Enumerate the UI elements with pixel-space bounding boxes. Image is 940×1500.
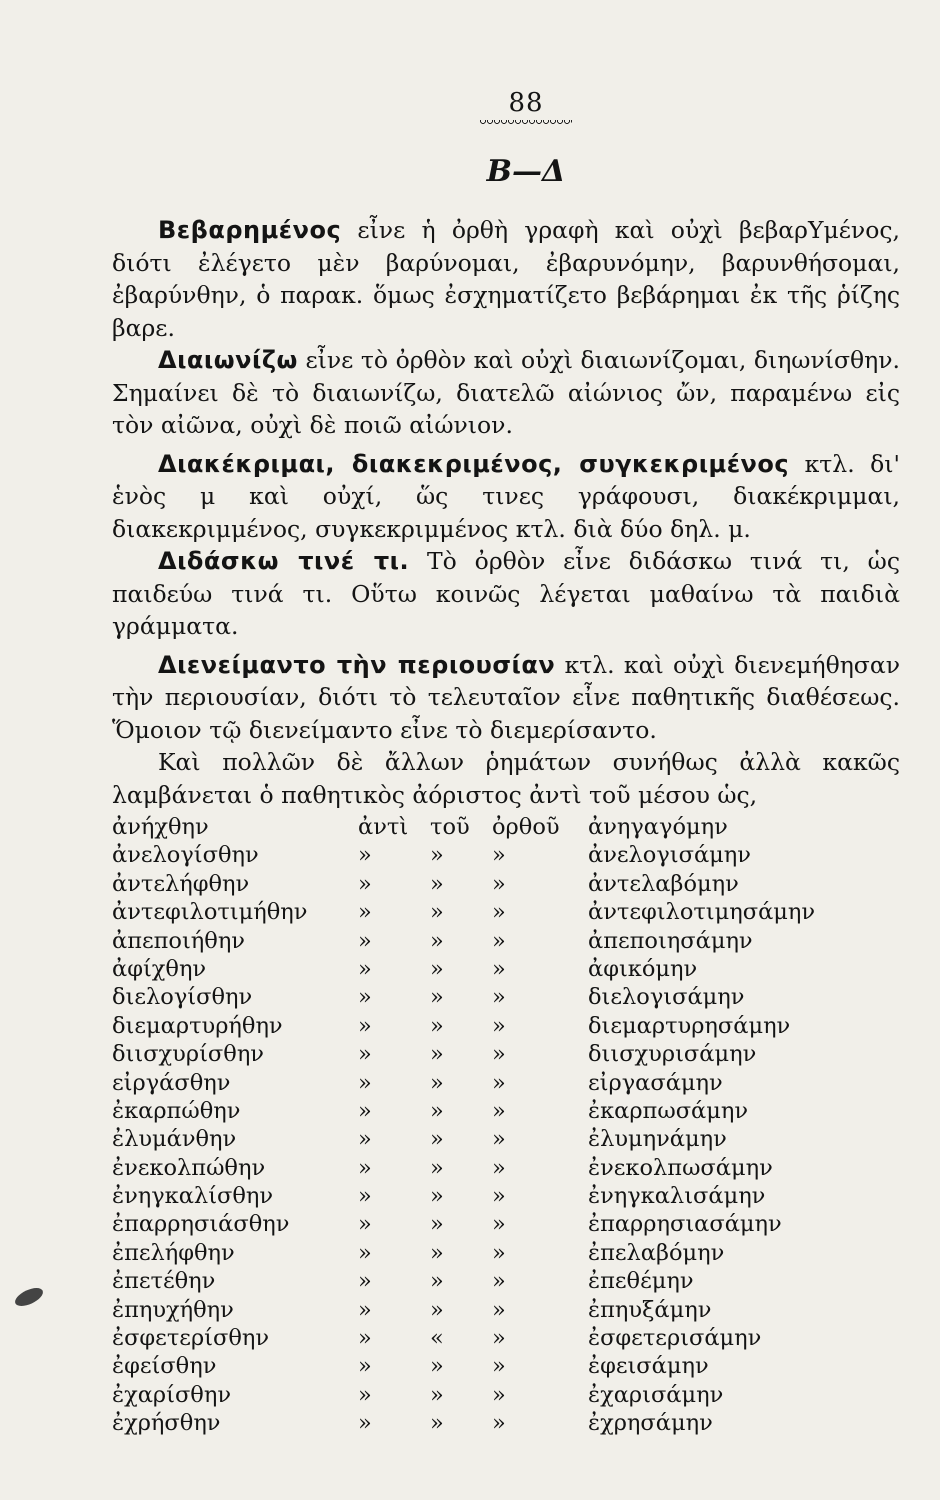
table-row xyxy=(112,927,900,955)
table-cell: ἐχαρίσθην xyxy=(112,1381,232,1408)
table-cell: » xyxy=(430,1183,444,1210)
entry-didasko xyxy=(112,545,900,643)
table-cell: » xyxy=(492,1268,506,1295)
table-cell: διελογίσθην xyxy=(112,984,253,1011)
table-cell: » xyxy=(492,1239,506,1266)
table-cell: » xyxy=(430,1211,444,1238)
table-row xyxy=(112,1097,900,1125)
table-cell: » xyxy=(358,1097,372,1124)
table-cell: ἀνελογισάμην xyxy=(588,842,751,869)
table-row xyxy=(112,1324,900,1352)
table-cell: » xyxy=(358,1410,372,1437)
table-cell: ἀνελογίσθην xyxy=(112,842,259,869)
table-cell: » xyxy=(358,1353,372,1380)
table-cell: » xyxy=(492,1041,506,1068)
table-row xyxy=(112,1352,900,1380)
table-cell: » xyxy=(492,842,506,869)
table-cell: εἰργάσθην xyxy=(112,1069,231,1096)
entry-text: κτλ. δι' ἑνὸς μ καὶ οὐχί, ὥς τινες γράφουσι, διακέκριμμαι, διακεκριμμένος, συγκεκριμμένος κτλ. διὰ δύο δηλ. μ. xyxy=(112,449,900,543)
table-cell: » xyxy=(358,1154,372,1181)
table-cell: » xyxy=(358,927,372,954)
page-number-ornament xyxy=(480,120,572,126)
table-cell: ἀντὶ xyxy=(358,814,409,840)
table-cell: » xyxy=(430,1154,444,1181)
table-cell: » xyxy=(492,1325,506,1352)
section-title: Β—Δ xyxy=(486,154,566,189)
table-cell: διισχυρισάμην xyxy=(588,1041,757,1068)
table-row xyxy=(112,1210,900,1238)
table-cell: εἰργασάμην xyxy=(588,1069,723,1096)
table-row xyxy=(112,898,900,926)
table-cell: » xyxy=(492,1211,506,1238)
table-cell: » xyxy=(358,1325,372,1352)
table-row xyxy=(112,1125,900,1153)
table-cell: ἐχρησάμην xyxy=(588,1410,713,1437)
table-cell: » xyxy=(492,1097,506,1124)
table-row xyxy=(112,1409,900,1437)
table-cell: ἐχαρισάμην xyxy=(588,1381,724,1408)
table-cell: ἐπηυχήθην xyxy=(112,1296,234,1323)
table-cell: » xyxy=(430,955,444,982)
entry-text: εἶνε τὸ ὀρθὸν καὶ οὐχὶ διαιωνίζομαι, διηωνίσθην. Σημαίνει δὲ τὸ διαιωνίζω, διατελῶ αἰώνιος ὤν, παραμένω εἰς τὸν αἰῶνα, οὐχὶ δὲ ποιῶ αἰώνιον. xyxy=(112,346,900,439)
entry-diaionizo xyxy=(112,344,900,442)
table-cell: ἐπηυξάμην xyxy=(588,1296,712,1323)
table-row xyxy=(112,955,900,983)
table-cell: ἀντελήφθην xyxy=(112,870,250,897)
table-cell: ἀντεφιλοτιμήθην xyxy=(112,899,308,926)
entry-bebaremenos xyxy=(112,214,900,344)
table-cell: » xyxy=(358,870,372,897)
table-cell: » xyxy=(430,842,444,869)
entry-dieneimanto xyxy=(112,649,900,747)
table-cell: » xyxy=(430,1097,444,1124)
table-cell: » xyxy=(492,870,506,897)
table-cell: » xyxy=(358,1069,372,1096)
table-cell: ἐπετέθην xyxy=(112,1268,216,1295)
table-cell: » xyxy=(358,899,372,926)
intro-paragraph: Καὶ πολλῶν δὲ ἄλλων ῥημάτων συνήθως ἀλλὰ κακῶς λαμβάνεται ὁ παθητικὸς ἀόριστος ἀντὶ τοῦ μέσου ὡς, xyxy=(112,748,900,809)
table-cell: » xyxy=(358,1296,372,1323)
table-cell: ἀπεποιησάμην xyxy=(588,927,753,954)
table-cell: » xyxy=(358,1041,372,1068)
table-row xyxy=(112,1154,900,1182)
table-cell: ἀφικόμην xyxy=(588,955,698,982)
table-cell: » xyxy=(430,1296,444,1323)
entries xyxy=(112,214,900,811)
table-cell: » xyxy=(430,1410,444,1437)
table-cell: ἐφείσθην xyxy=(112,1353,217,1380)
table-cell: ἐσφετερισάμην xyxy=(588,1325,762,1352)
table-cell: » xyxy=(358,1211,372,1238)
table-cell: διεμαρτυρήθην xyxy=(112,1012,283,1039)
table-cell: » xyxy=(492,955,506,982)
table-cell: ἐπαρρησιασάμην xyxy=(588,1211,782,1238)
table-cell: ἐνηγκαλισάμην xyxy=(588,1183,766,1210)
table-cell: ἐκαρπώθην xyxy=(112,1097,241,1124)
table-row xyxy=(112,841,900,869)
table-cell: » xyxy=(492,1012,506,1039)
table-row xyxy=(112,1012,900,1040)
table-cell: ἐκαρπωσάμην xyxy=(588,1097,749,1124)
table-cell: » xyxy=(358,842,372,869)
table-cell: ἐλυμάνθην xyxy=(112,1126,237,1153)
table-header-row xyxy=(112,813,900,841)
table-cell: ἐφεισάμην xyxy=(588,1353,709,1380)
entry-text: εἶνε ἡ ὀρθὴ γραφὴ καὶ οὐχὶ βεβαρΥμένος, διότι ἐλέγετο μὲν βαρύνομαι, ἐβαρυνόμην, βαρυνθήσομαι, ἐβαρύνθην, ὁ παρακ. ὅμως ἐσχηματίζετο βεβάρημαι ἐκ τῆς ῥίζης βαρε. xyxy=(112,216,900,342)
table-cell: ἀπεποιήθην xyxy=(112,927,245,954)
table-cell: » xyxy=(492,1183,506,1210)
table-cell: ἐνεκολπώθην xyxy=(112,1154,266,1181)
table-cell: » xyxy=(492,927,506,954)
table-cell: ὀρθοῦ xyxy=(492,814,560,840)
table-cell: » xyxy=(492,899,506,926)
table-cell: ἐπεθέμην xyxy=(588,1268,694,1295)
table-row xyxy=(112,870,900,898)
entry-headword: Διδάσκω τινέ τι. xyxy=(158,547,410,575)
table-cell: » xyxy=(358,1381,372,1408)
table-cell: ἐχρήσθην xyxy=(112,1410,221,1437)
table-cell: » xyxy=(430,870,444,897)
table-cell: ἀντελαβόμην xyxy=(588,870,739,897)
table-cell: » xyxy=(358,1239,372,1266)
entry-text: Τὸ ὀρθὸν εἶνε διδάσκω τινά τι, ὡς παιδεύω τινά τι. Οὕτω κοινῶς λέγεται μαθαίνω τὰ παιδιὰ γράμματα. xyxy=(112,547,900,640)
table-cell: » xyxy=(430,927,444,954)
table-row xyxy=(112,1069,900,1097)
entry-text: κτλ. καὶ οὐχὶ διενεμήθησαν τὴν περιουσίαν, διότι τὸ τελευταῖον εἶνε παθητικῆς διαθέσεως. Ὅμοιον τῷ διενείμαντο εἶνε τὸ διεμερίσαντο. xyxy=(112,650,900,744)
table-cell: » xyxy=(492,1381,506,1408)
table-cell: » xyxy=(492,1069,506,1096)
table-cell: » xyxy=(430,1041,444,1068)
table-cell: » xyxy=(430,1353,444,1380)
table-cell: διισχυρίσθην xyxy=(112,1041,264,1068)
table-cell: διεμαρτυρησάμην xyxy=(588,1012,791,1039)
table-cell: » xyxy=(430,899,444,926)
table-row xyxy=(112,1040,900,1068)
table-row xyxy=(112,983,900,1011)
table-cell: ἐπελήφθην xyxy=(112,1239,235,1266)
table-cell: » xyxy=(358,1183,372,1210)
table-cell: ἐπαρρησιάσθην xyxy=(112,1211,290,1238)
table-cell: « xyxy=(430,1325,444,1352)
table-row xyxy=(112,1182,900,1210)
table-cell: » xyxy=(430,1239,444,1266)
entry-headword: Διακέκριμαι, διακεκριμένος, συγκεκριμένος xyxy=(158,449,790,478)
table-row xyxy=(112,1239,900,1267)
table-row xyxy=(112,1381,900,1409)
table-cell: ἀνηγαγόμην xyxy=(588,814,728,840)
table-cell: ἐλυμηνάμην xyxy=(588,1126,727,1153)
table-cell: » xyxy=(430,984,444,1011)
table-cell: » xyxy=(492,984,506,1011)
table-cell: » xyxy=(492,1353,506,1380)
entry-headword: Βεβαρημένος xyxy=(158,216,342,244)
table-cell: » xyxy=(358,1126,372,1153)
ink-blot xyxy=(12,1284,45,1309)
table-cell: » xyxy=(492,1154,506,1181)
table-cell: ἀνήχθην xyxy=(112,814,209,840)
table-cell: » xyxy=(492,1126,506,1153)
table-cell: » xyxy=(430,1381,444,1408)
table-row xyxy=(112,1296,900,1324)
verb-table xyxy=(112,813,900,1438)
entry-headword: Διαιωνίζω xyxy=(158,346,298,374)
table-cell: ἀφίχθην xyxy=(112,955,207,982)
table-cell: ἐπελαβόμην xyxy=(588,1239,725,1266)
table-cell: » xyxy=(430,1069,444,1096)
table-cell: » xyxy=(492,1296,506,1323)
table-cell: » xyxy=(492,1410,506,1437)
table-row xyxy=(112,1267,900,1295)
entry-diakekrimai xyxy=(112,448,900,546)
table-cell: διελογισάμην xyxy=(588,984,745,1011)
page-number: 88 xyxy=(508,88,544,118)
entry-headword: Διενείμαντο τὴν περιουσίαν xyxy=(158,650,556,679)
table-cell: ἐνηγκαλίσθην xyxy=(112,1183,274,1210)
table-cell: » xyxy=(358,1012,372,1039)
table-cell: » xyxy=(430,1126,444,1153)
table-cell: » xyxy=(430,1012,444,1039)
table-cell: » xyxy=(358,955,372,982)
table-cell: » xyxy=(358,1268,372,1295)
table-cell: ἀντεφιλοτιμησάμην xyxy=(588,899,816,926)
table-cell: ἐνεκολπωσάμην xyxy=(588,1154,773,1181)
table-cell: » xyxy=(358,984,372,1011)
table-cell: τοῦ xyxy=(430,814,470,840)
table-cell: ἐσφετερίσθην xyxy=(112,1325,270,1352)
table-cell: » xyxy=(430,1268,444,1295)
